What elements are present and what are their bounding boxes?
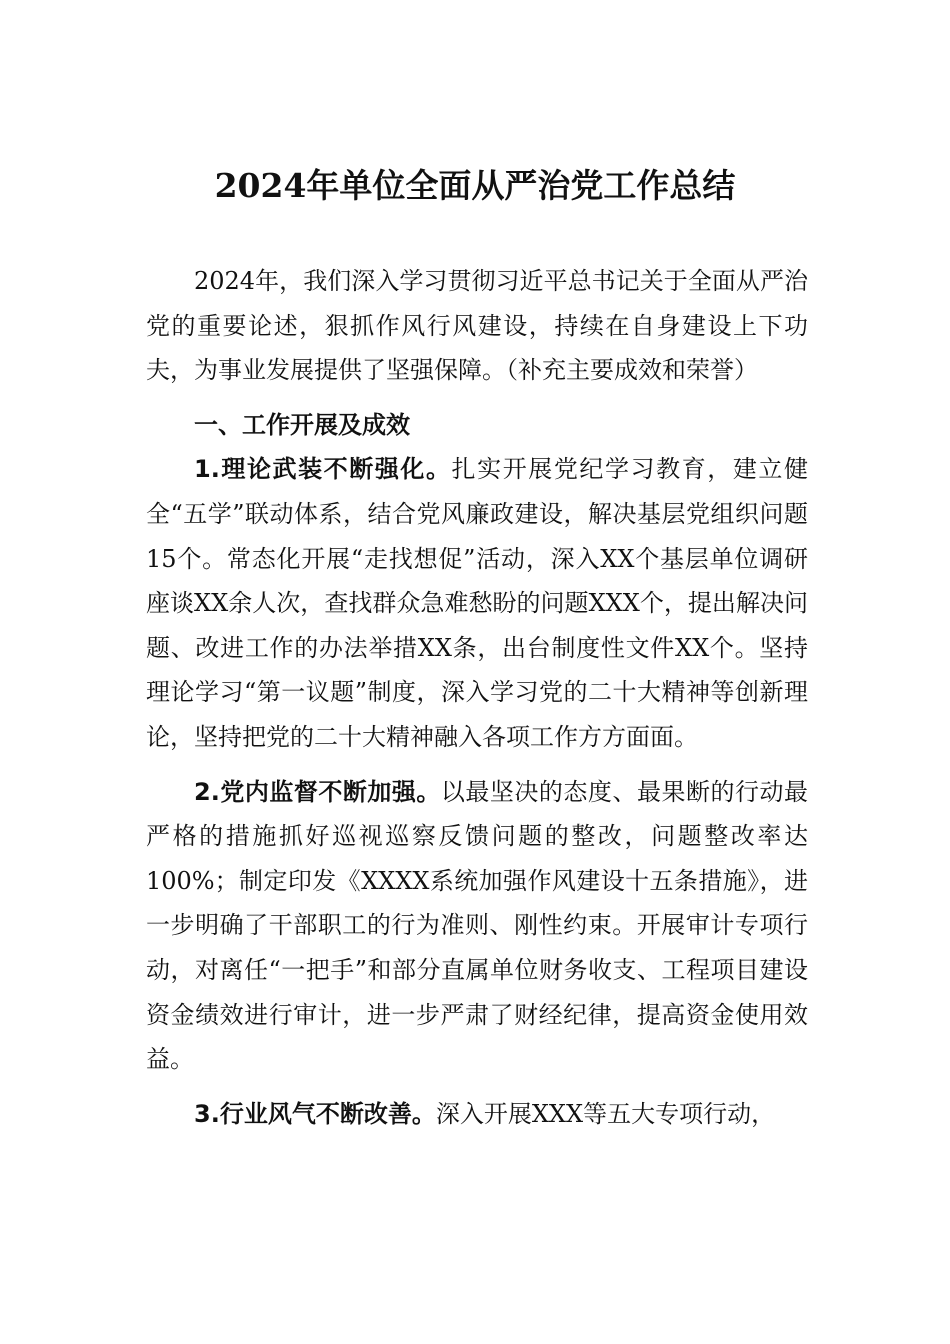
item-lead-1: 1.理论武装不断强化。 — [194, 455, 452, 484]
item-lead-3: 3.行业风气不断改善。 — [194, 1099, 436, 1128]
item-lead-2: 2.党内监督不断加强。 — [194, 777, 441, 806]
intro-paragraph: 2024年，我们深入学习贯彻习近平总书记关于全面从严治党的重要论述，狠抓作风行风建设，持续在自身建设上下功夫，为事业发展提供了坚强保障。（补充主要成效和荣誉） — [146, 267, 808, 385]
document-title: 2024年单位全面从严治党工作总结 — [214, 166, 736, 205]
item-paragraph-3 — [146, 1092, 808, 1137]
item-text-1: 扎实开展党纪学习教育，建立健全“五学”联动体系，结合党风廉政建设，解决基层党组织问题15个。常态化开展“走找想促”活动，深入XX个基层单位调研座谈XX余人次，查找群众急难愁盼的问题XXX个，提出解决问题、改进工作的办法举措XX条，出台制度性文件XX个。坚持理论学习“第一议题”制度，深入学习党的二十大精神等创新理论，坚持把党的二十大精神融入各项工作方方面面。 — [146, 455, 808, 751]
item-paragraph-1 — [146, 447, 808, 759]
item-text-2: 以最坚决的态度、最果断的行动最严格的措施抓好巡视巡察反馈问题的整改，问题整改率达100%；制定印发《XXXX系统加强作风建设十五条措施》，进一步明确了干部职工的行为准则、刚性约束。开展审计专项行动，对离任“一把手”和部分直属单位财务收支、工程项目建设资金绩效进行审计，进一步严肃了财经纪律，提高资金使用效益。 — [146, 777, 808, 1074]
document-body — [146, 259, 808, 1136]
item-paragraph-2 — [146, 770, 808, 1082]
item-text-3: 深入开展XXX等五大专项行动， — [435, 1099, 776, 1128]
section-heading: 一、工作开展及成效 — [194, 410, 410, 439]
